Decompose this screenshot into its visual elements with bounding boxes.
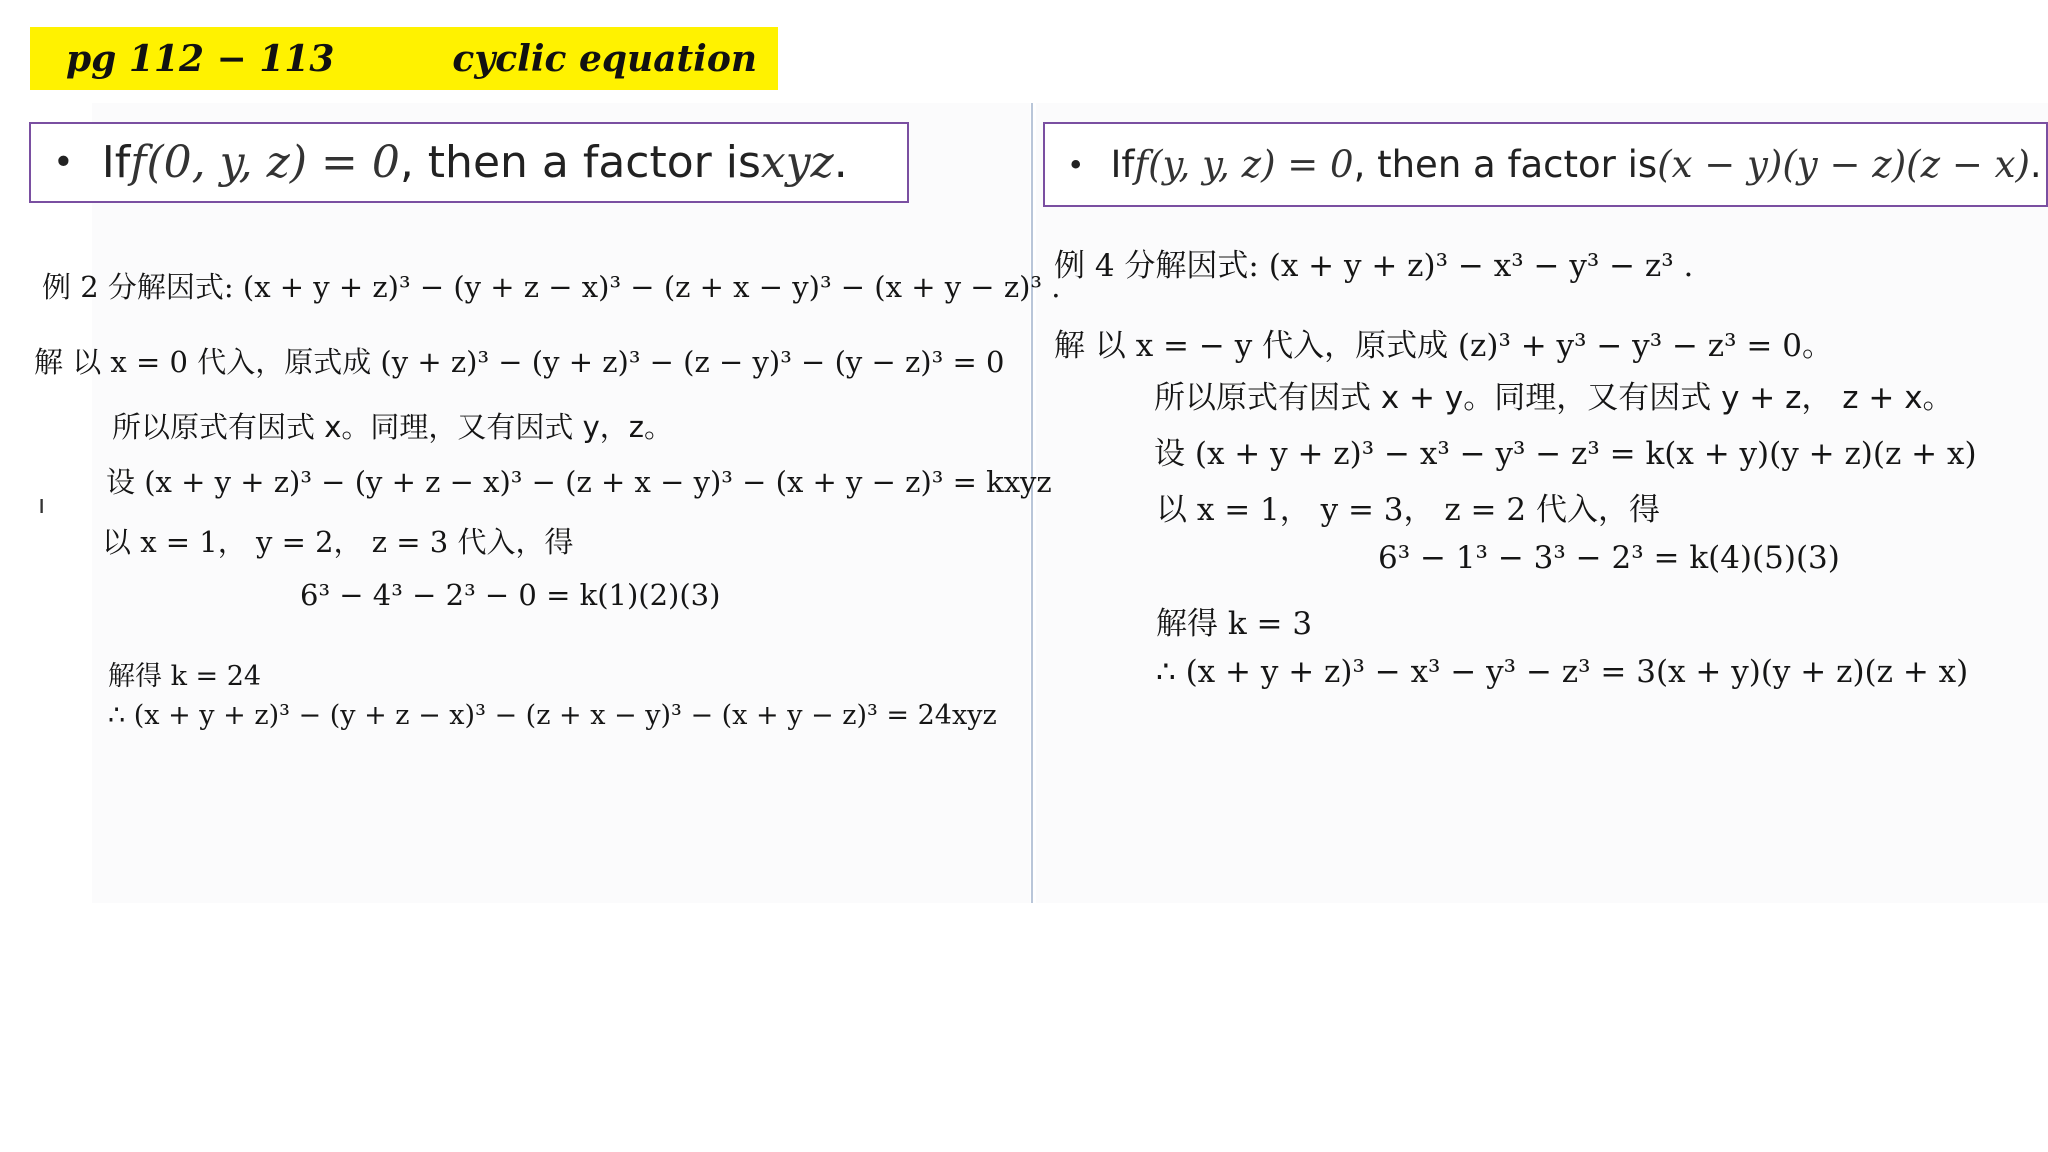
rule-suffix: .	[2029, 143, 2042, 186]
example-4-conclusion-line: ∴ (x + y + z)³ − x³ − y³ − z³ = 3(x + y)(y + z)(z + x)	[1156, 654, 1969, 690]
bullet-icon: •	[1067, 147, 1085, 182]
rule-factor: (x − y)(y − z)(z − x)	[1657, 143, 2030, 186]
example-2-evaluation-line: 6³ − 4³ − 2³ − 0 = k(1)(2)(3)	[300, 578, 721, 612]
left-rule-box	[29, 122, 909, 203]
topic-title: cyclic equation	[452, 37, 758, 80]
example-4-setup-line: 设 (x + y + z)³ − x³ − y³ − z³ = k(x + y)(y + z)(z + x)	[1154, 436, 1977, 472]
example-4-heading: 例 4 分解因式: (x + y + z)³ − x³ − y³ − z³ .	[1054, 248, 1694, 284]
example-2-setup-line: 设 (x + y + z)³ − (y + z − x)³ − (z + x − y)³ − (x + y − z)³ = kxyz	[106, 465, 1052, 499]
example-2-heading: 例 2 分解因式: (x + y + z)³ − (y + z − x)³ − (z + x − y)³ − (x + y − z)³ .	[42, 270, 1061, 304]
rule-middle: , then a factor is	[1353, 143, 1658, 186]
rule-prefix: If	[101, 137, 131, 188]
title-banner	[30, 27, 778, 90]
rule-prefix: If	[1110, 143, 1135, 186]
bullet-icon: •	[53, 142, 74, 183]
left-scan-panel	[92, 103, 1030, 903]
example-2-solution-line: 解 以 x = 0 代入，原式成 (y + z)³ − (y + z)³ − (z − y)³ − (y − z)³ = 0	[34, 345, 1005, 379]
example-4-result-line: 解得 k = 3	[1156, 606, 1313, 642]
page-reference: pg 112 − 113	[66, 37, 335, 80]
example-2-substitution-line: 以 x = 1， y = 2， z = 3 代入，得	[102, 525, 574, 559]
example-4-evaluation-line: 6³ − 1³ − 3³ − 2³ = k(4)(5)(3)	[1378, 540, 1840, 576]
rule-condition: f(y, y, z) = 0	[1134, 143, 1354, 186]
column-divider	[1031, 103, 1033, 903]
example-4-substitution-line: 以 x = 1， y = 3， z = 2 代入，得	[1156, 492, 1660, 528]
rule-condition: f(0, y, z) = 0	[130, 137, 400, 188]
example-4-solution-line: 解 以 x = − y 代入，原式成 (z)³ + y³ − y³ − z³ = 0。	[1054, 328, 1833, 364]
rule-factor: xyz	[760, 137, 834, 188]
example-4-factor-line: 所以原式有因式 x + y。同理，又有因式 y + z， z + x。	[1154, 380, 1954, 416]
rule-suffix: .	[833, 137, 848, 188]
example-2-result-line: 解得 k = 24	[108, 661, 262, 692]
rule-middle: , then a factor is	[399, 137, 761, 188]
scan-mark: ı	[38, 490, 46, 520]
example-2-conclusion-line: ∴ (x + y + z)³ − (y + z − x)³ − (z + x − y)³ − (x + y − z)³ = 24xyz	[108, 700, 997, 731]
right-rule-box	[1043, 122, 2048, 207]
example-2-factor-line: 所以原式有因式 x。同理，又有因式 y，z。	[112, 410, 673, 444]
